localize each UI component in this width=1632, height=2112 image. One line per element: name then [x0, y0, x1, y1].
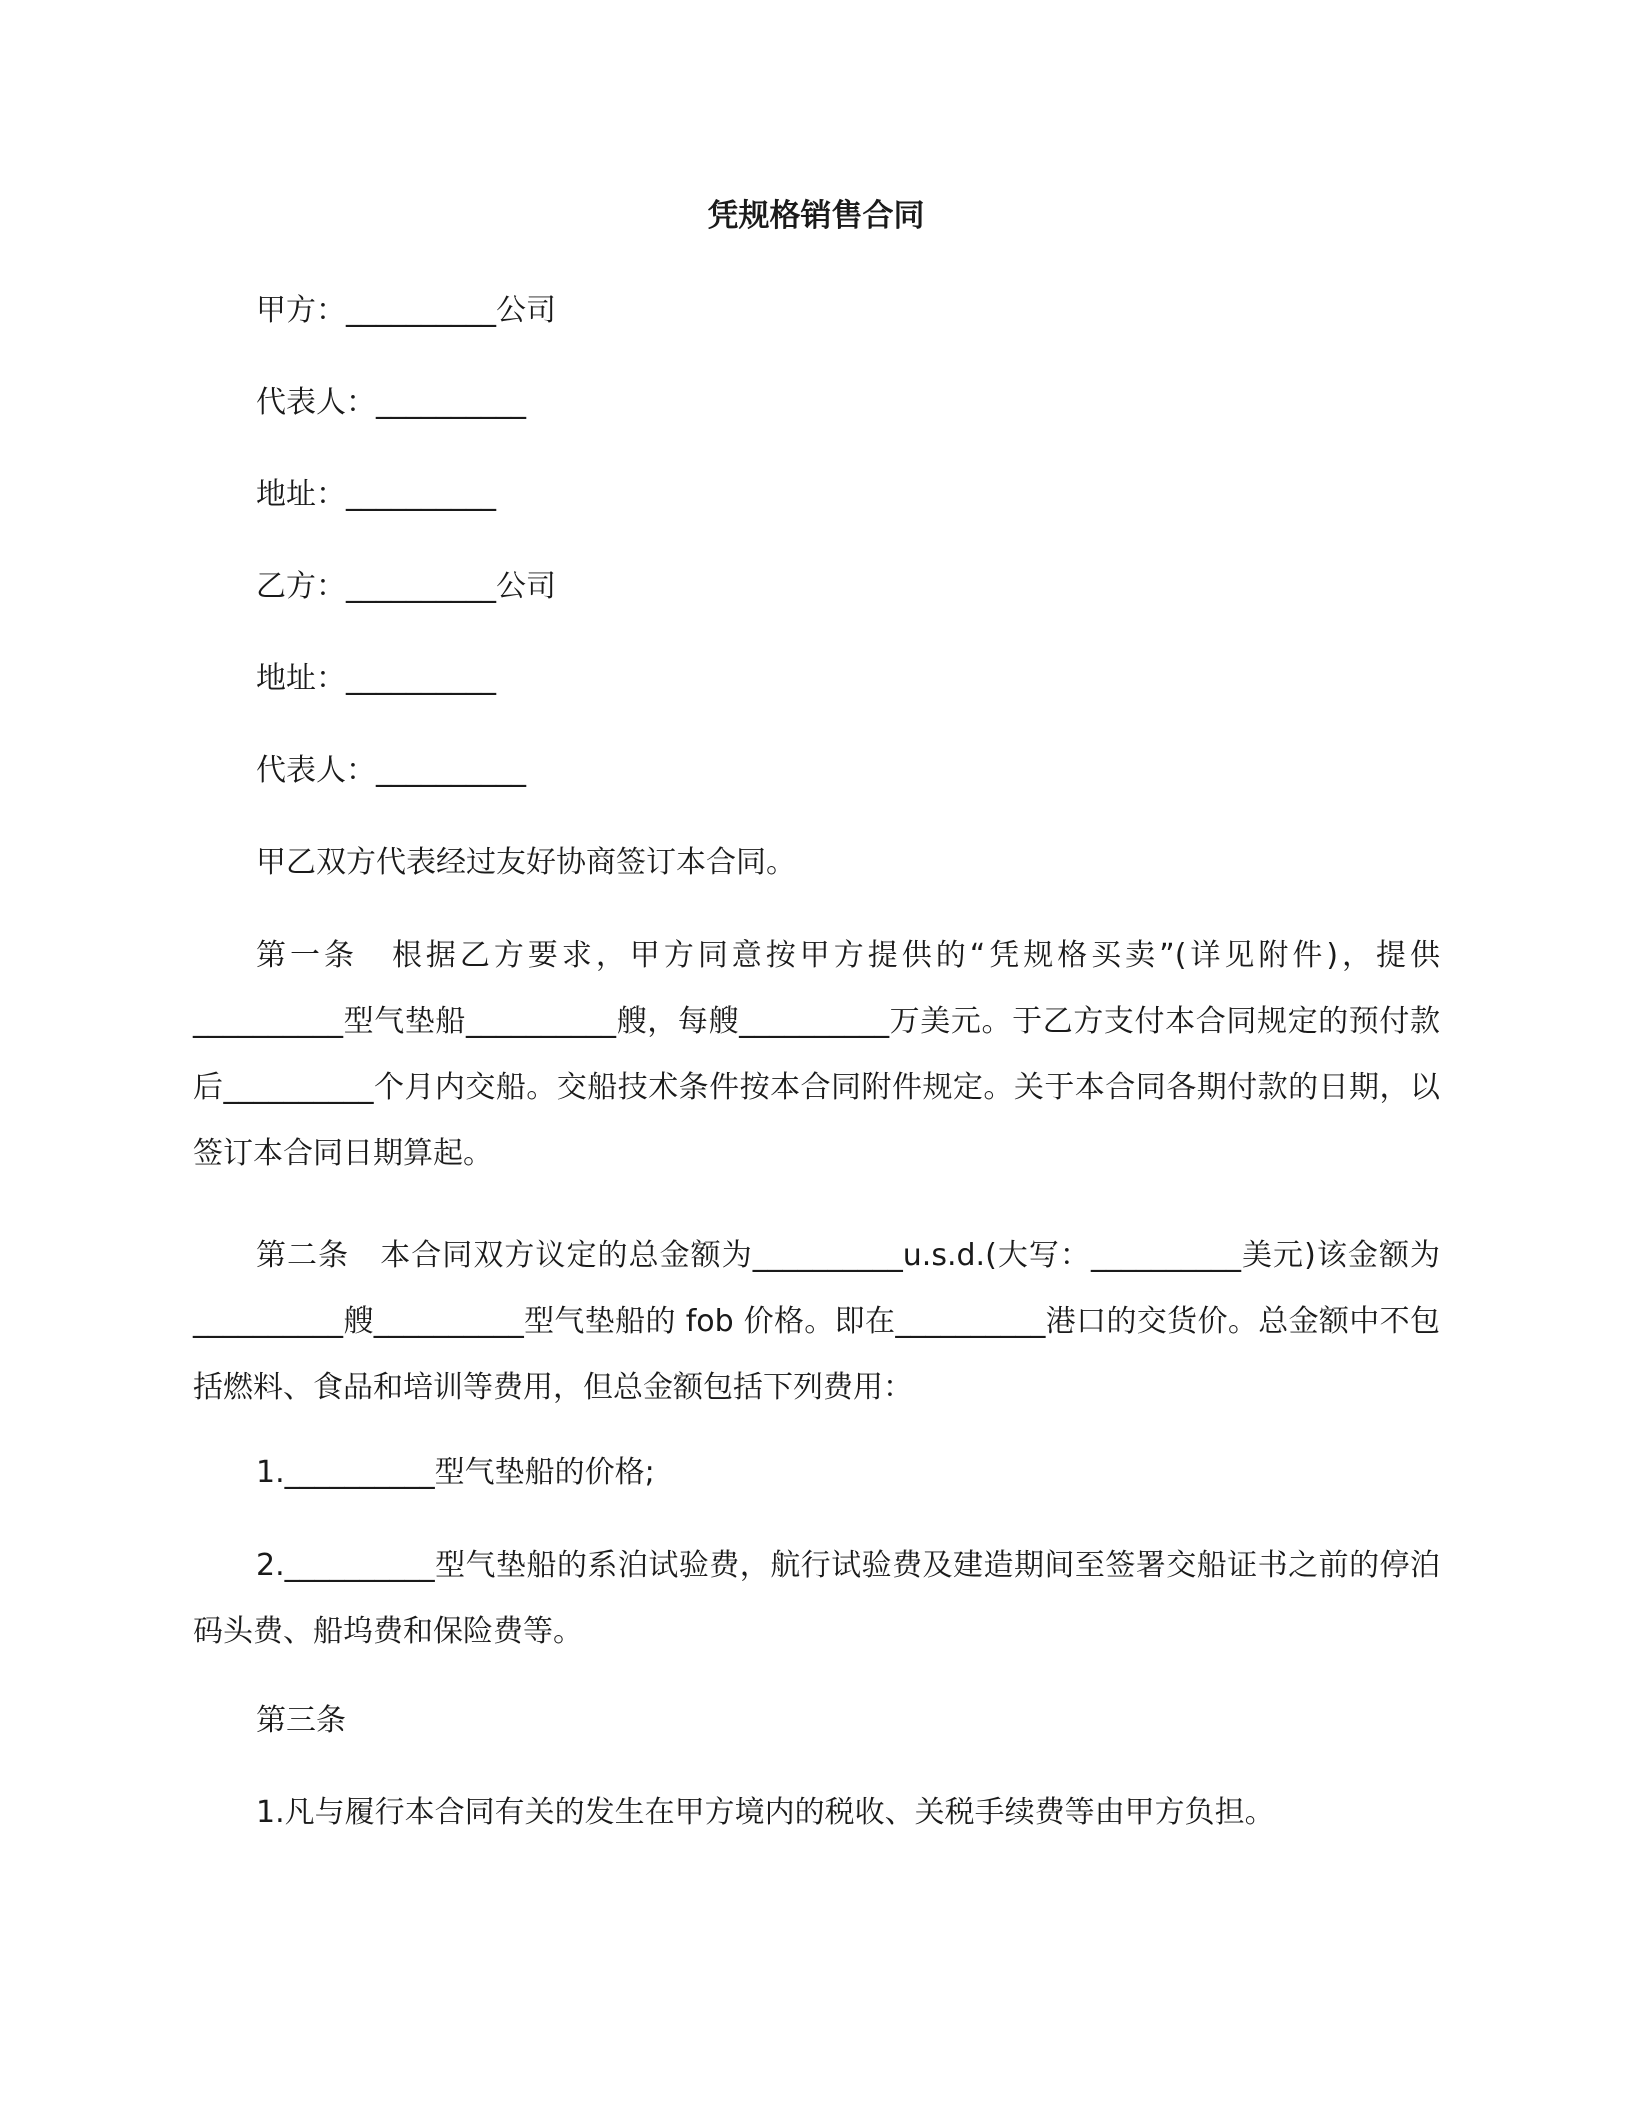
document-title: 凭规格销售合同: [707, 198, 925, 234]
article-3-heading: 第三条: [256, 1703, 346, 1738]
party-a-representative-line: 代表人：__________: [256, 385, 526, 420]
article-2-paragraph: 第二条 本合同双方议定的总金额为__________u.s.d.(大写：__________美元)该金额为__________艘__________型气垫船的 fob 价格。即在__________港口的交货价。总金额中不包括燃料、食品和培训等费用，但总金额包括下列费用：: [193, 1238, 1440, 1405]
article-2-item-1: 1.__________型气垫船的价格;: [256, 1455, 655, 1490]
party-b-representative-line: 代表人：__________: [256, 753, 526, 788]
article-1-paragraph: 第一条 根据乙方要求，甲方同意按甲方提供的“凭规格买卖”(详见附件)，提供__________型气垫船__________艘，每艘__________万美元。于乙方支付本合同规定的预付款后__________个月内交船。交船技术条件按本合同附件规定。关于本合同各期付款的日期，以签订本合同日期算起。: [193, 938, 1440, 1171]
party-b-line: 乙方：__________公司: [256, 569, 556, 604]
article-2-item-2: 2.__________型气垫船的系泊试验费，航行试验费及建造期间至签署交船证书之前的停泊码头费、船坞费和保险费等。: [193, 1548, 1440, 1649]
intro-paragraph: 甲乙双方代表经过友好协商签订本合同。: [256, 845, 796, 880]
article-3-item-1: 1.凡与履行本合同有关的发生在甲方境内的税收、关税手续费等由甲方负担。: [256, 1795, 1275, 1830]
party-a-address-line: 地址：__________: [256, 477, 496, 512]
party-b-address-line: 地址：__________: [256, 661, 496, 696]
party-a-line: 甲方：__________公司: [256, 293, 556, 328]
